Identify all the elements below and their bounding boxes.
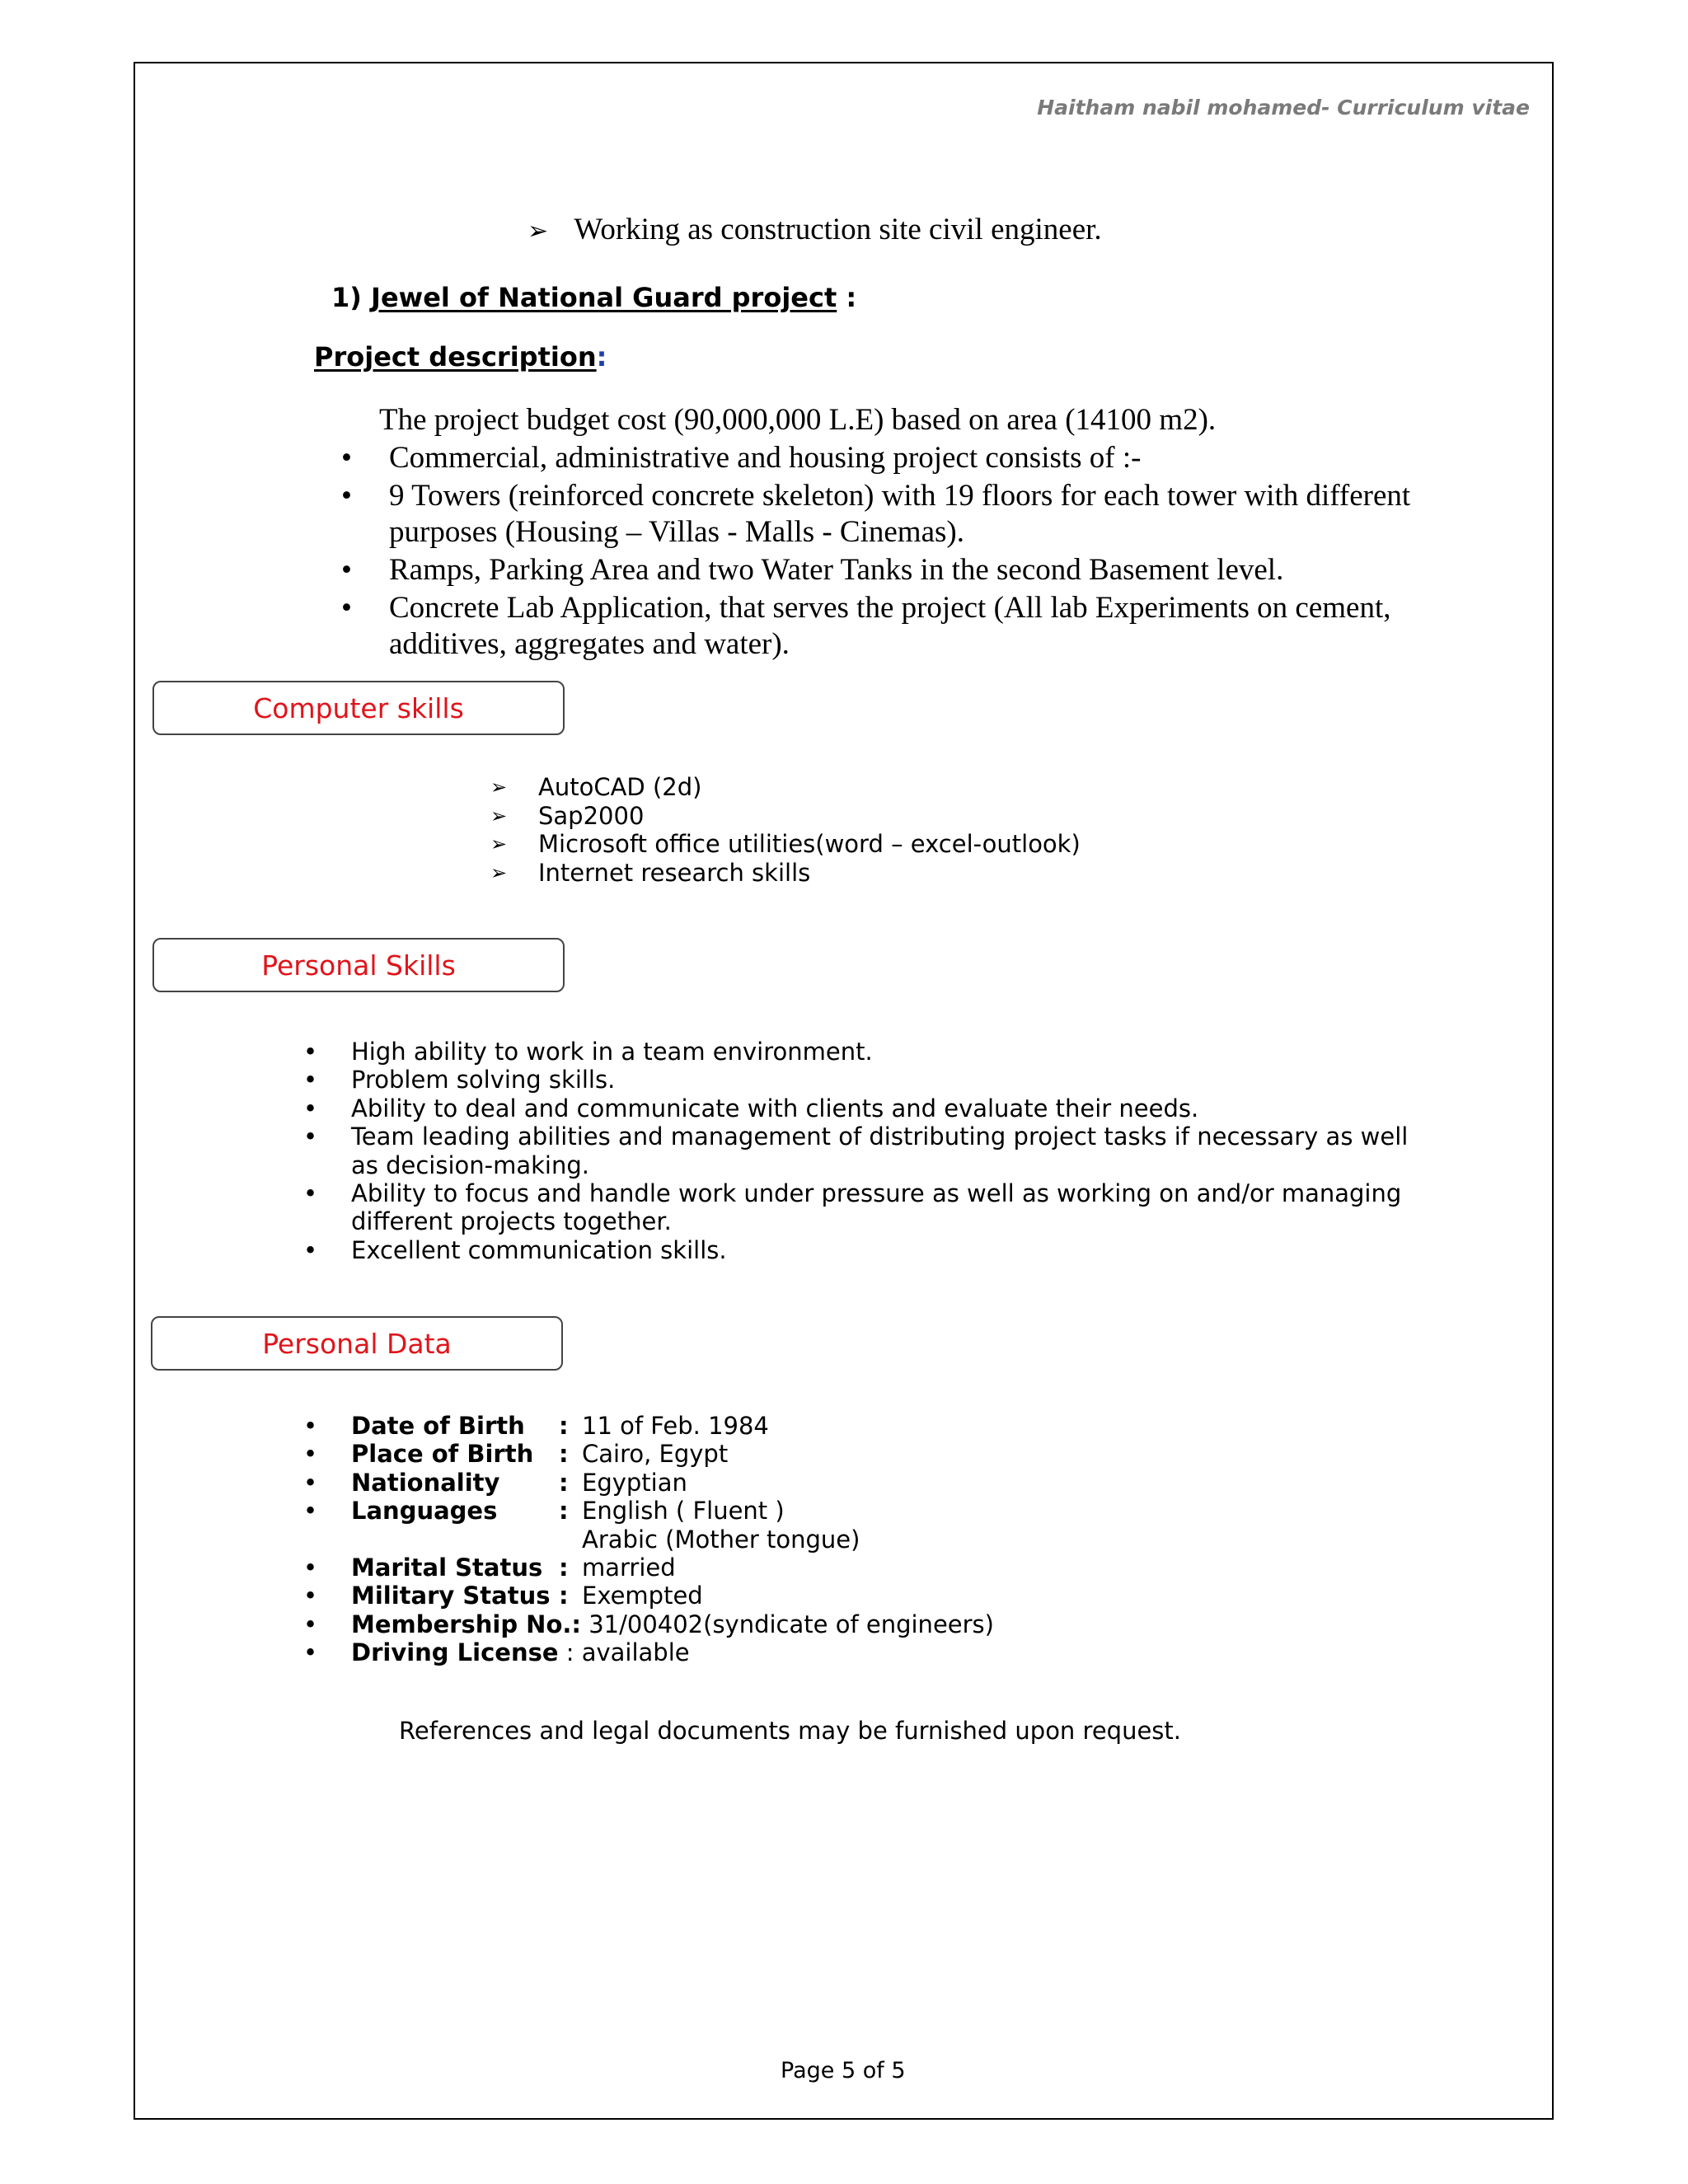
personal-data-row-continued: Arabic (Mother tongue): [582, 1525, 860, 1554]
computer-skills-heading: Computer skills: [152, 681, 565, 735]
page-header: Haitham nabil mohamed- Curriculum vitae: [1037, 96, 1530, 120]
personal-data-row: • Military Status : Exempted: [303, 1582, 994, 1610]
project-description-heading: Project description:: [314, 341, 607, 373]
personal-data-row: • Place of Birth : Cairo, Egypt: [303, 1440, 994, 1468]
arrow-bullet-icon: ➢: [528, 217, 549, 246]
list-item: • Commercial, administrative and housing project consists of :-: [341, 440, 1462, 476]
personal-data-row: • Languages : English ( Fluent ): [303, 1497, 994, 1525]
list-item: ➢ Internet research skills: [490, 859, 1081, 888]
references-note: References and legal documents may be furnished upon request.: [399, 1717, 1181, 1745]
project-items-list: [341, 440, 1462, 664]
list-item: • 9 Towers (reinforced concrete skeleton) with 19 floors for each tower with different purposes (Housing – Villas - Malls - Cinemas).: [341, 478, 1462, 551]
project-title: 1) Jewel of National Guard project :: [331, 282, 857, 313]
page-number: Page 5 of 5: [781, 2058, 906, 2083]
personal-data-row: • Marital Status : married: [303, 1554, 994, 1582]
personal-data-heading: Personal Data: [151, 1316, 563, 1371]
list-item: ➢ Microsoft office utilities(word – excel-outlook): [490, 830, 1081, 859]
list-item: • Excellent communication skills.: [303, 1236, 1441, 1264]
list-item: • Problem solving skills.: [303, 1066, 1441, 1094]
list-item: • Ramps, Parking Area and two Water Tanks in the second Basement level.: [341, 552, 1462, 588]
personal-data-row: • Membership No.: 31/00402(syndicate of engineers): [303, 1610, 994, 1638]
project-budget: The project budget cost (90,000,000 L.E) based on area (14100 m2).: [379, 403, 1217, 437]
intro-bullet: [528, 212, 1102, 250]
personal-skills-list: [303, 1038, 1441, 1264]
list-item: • High ability to work in a team environment.: [303, 1038, 1441, 1066]
list-item: • Team leading abilities and management of distributing project tasks if necessary as well as decision-making.: [303, 1122, 1441, 1179]
computer-skills-list: [490, 773, 1081, 887]
personal-data-row: • Date of Birth : 11 of Feb. 1984: [303, 1412, 994, 1440]
list-item: • Concrete Lab Application, that serves the project (All lab Experiments on cement, additives, aggregates and water).: [341, 590, 1462, 663]
list-item: • Ability to deal and communicate with clients and evaluate their needs.: [303, 1094, 1441, 1122]
list-item: ➢ AutoCAD (2d): [490, 773, 1081, 802]
personal-skills-heading: Personal Skills: [152, 938, 565, 992]
list-item: ➢ Sap2000: [490, 802, 1081, 831]
personal-data-row: • Nationality : Egyptian: [303, 1469, 994, 1497]
list-item: • Ability to focus and handle work under pressure as well as working on and/or managing different projects together.: [303, 1179, 1441, 1236]
project-name: Jewel of National Guard project: [371, 282, 837, 313]
personal-data-row: • Driving License : available: [303, 1638, 994, 1666]
personal-data-list: [303, 1412, 994, 1667]
intro-bullet-text: Working as construction site civil engineer.: [574, 213, 1102, 246]
